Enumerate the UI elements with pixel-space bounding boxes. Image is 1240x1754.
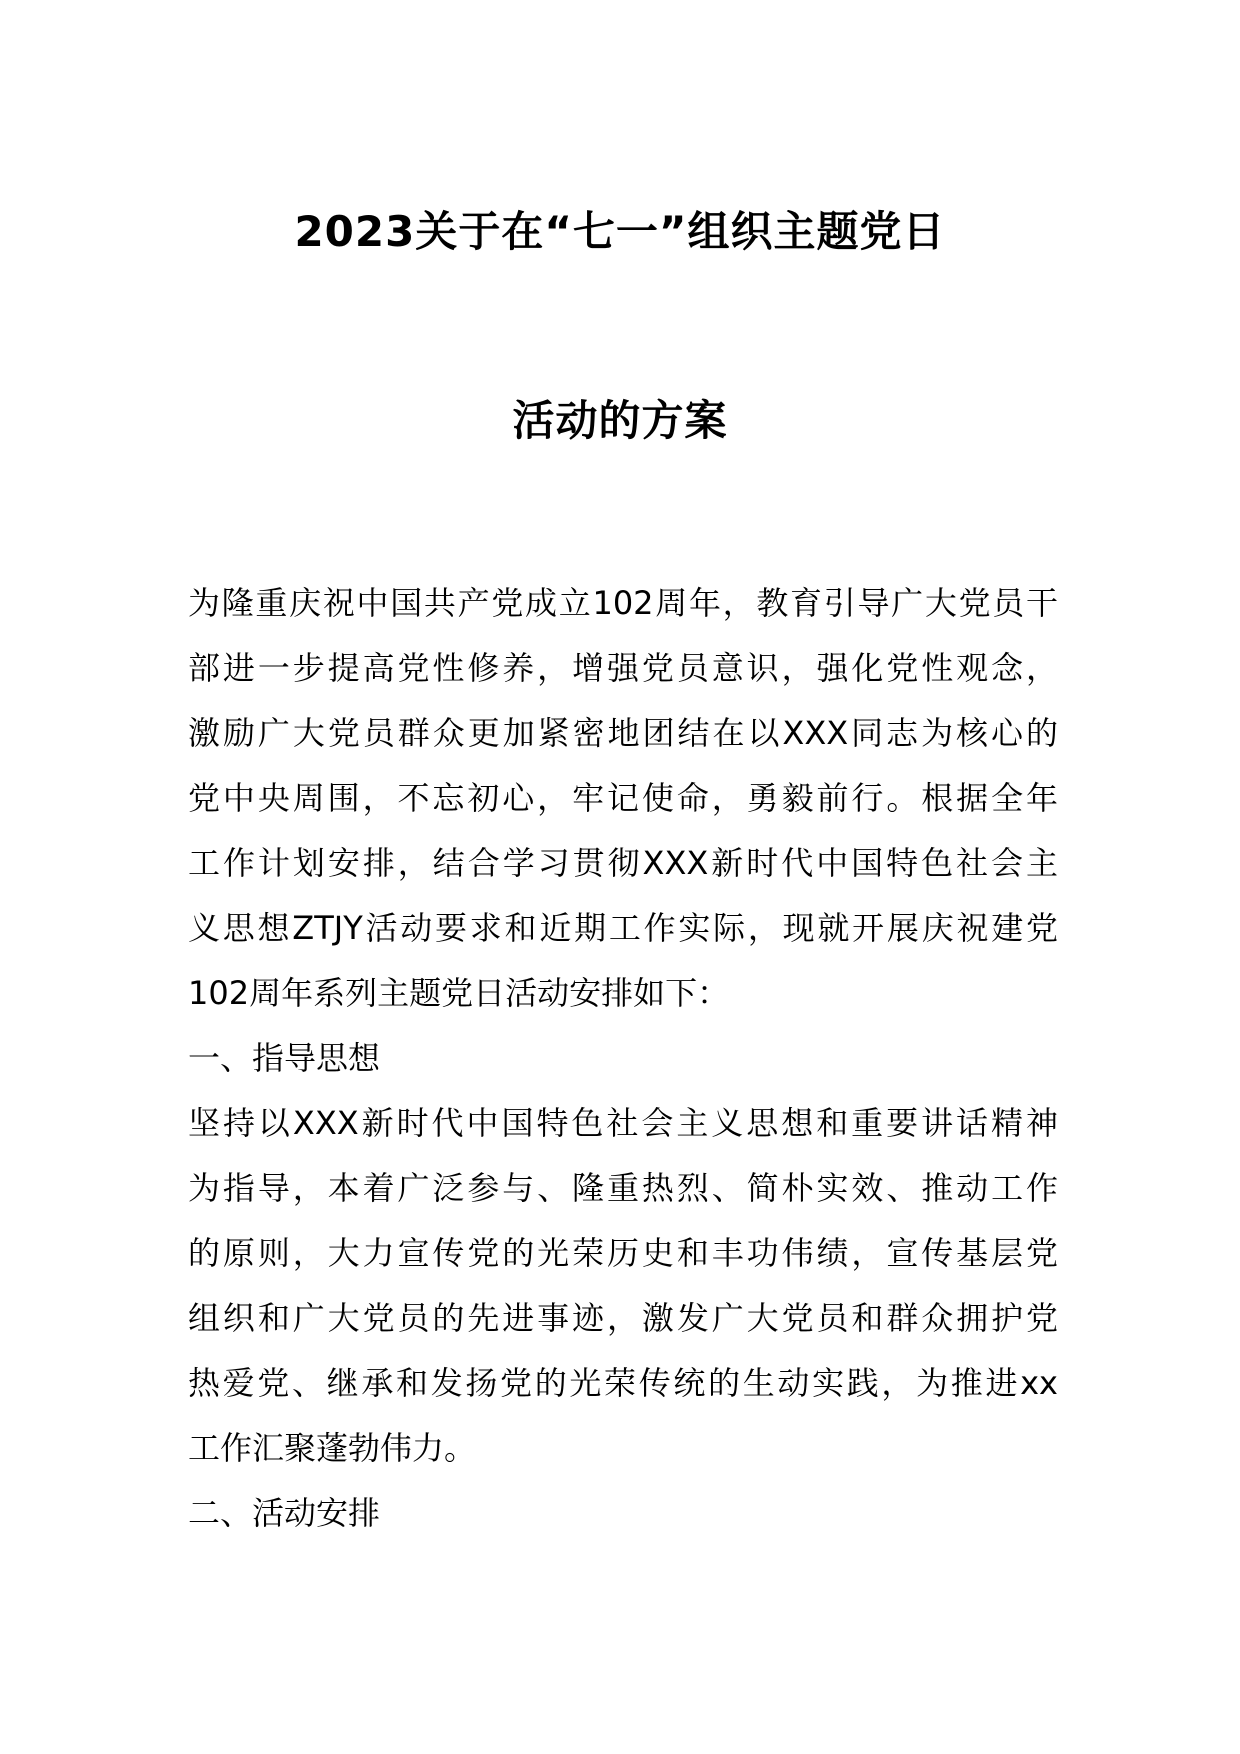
section-heading: 一、指导思想 <box>188 1039 381 1077</box>
paragraph-line: 坚持以XXX新时代中国特色社会主义思想和重要讲话精神 <box>188 1104 1058 1142</box>
paragraph-line: 组织和广大党员的先进事迹，激发广大党员和群众拥护党 <box>188 1299 1058 1337</box>
section-heading-activity-arrangement <box>188 1481 1058 1546</box>
paragraph-line: 为指导，本着广泛参与、隆重热烈、简朴实效、推动工作 <box>188 1169 1058 1207</box>
paragraph-line: 工作计划安排，结合学习贯彻XXX新时代中国特色社会主 <box>188 844 1058 882</box>
section-heading: 二、活动安排 <box>188 1494 381 1532</box>
paragraph-guiding-thought <box>188 1091 1058 1481</box>
section-heading-guiding-thought <box>188 1026 1058 1091</box>
paragraph-line: 部进一步提高党性修养，增强党员意识，强化党性观念， <box>188 649 1058 687</box>
paragraph-line: 为隆重庆祝中国共产党成立102周年，教育引导广大党员干 <box>188 584 1058 622</box>
document-title-line-2: 活动的方案 <box>512 396 728 445</box>
document-body <box>188 571 1058 1546</box>
paragraph-line: 102周年系列主题党日活动安排如下： <box>188 974 730 1012</box>
paragraph-line: 工作汇聚蓬勃伟力。 <box>188 1429 477 1467</box>
paragraph-line: 的原则，大力宣传党的光荣历史和丰功伟绩，宣传基层党 <box>188 1234 1058 1272</box>
paragraph-line: 党中央周围，不忘初心，牢记使命，勇毅前行。根据全年 <box>188 779 1058 817</box>
paragraph-line: 义思想ZTJY活动要求和近期工作实际，现就开展庆祝建党 <box>188 909 1058 947</box>
paragraph-intro <box>188 571 1058 1026</box>
paragraph-line: 激励广大党员群众更加紧密地团结在以XXX同志为核心的 <box>188 714 1058 752</box>
document-title-line-1: 2023关于在“七一”组织主题党日 <box>294 207 946 256</box>
paragraph-line: 热爱党、继承和发扬党的光荣传统的生动实践，为推进xx <box>188 1364 1058 1402</box>
